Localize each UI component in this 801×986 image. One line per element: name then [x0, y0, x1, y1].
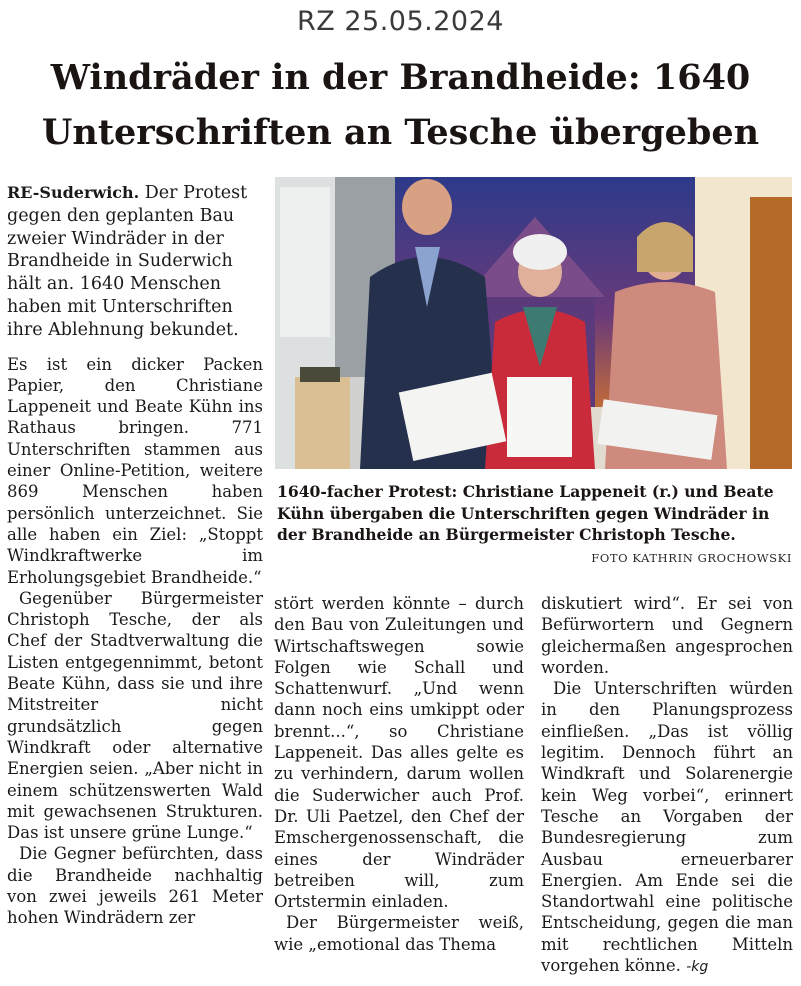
body-text-5: Die Unterschriften würden in den Planungsprozess einfließen. „Das ist völlig legitim. Dennoch führt an Windkraft und Solarenergie kein Weg vorbei“, erinnert Tesche an Vorgaben der Bundesregierung zum Ausbau erneuerbarer Energien. Am Ende sei die Standortwahl eine politische Entscheidung, gegen die man mit rechtlichen Mitteln vorgehen könne. — [541, 679, 793, 976]
body-paragraph — [7, 354, 263, 588]
article-column-2 — [274, 593, 524, 955]
body-paragraph — [7, 843, 263, 928]
body-paragraph — [541, 593, 793, 678]
body-text-1: Es ist ein dicker Packen Papier, den Christiane Lappeneit und Beate Kühn ins Rathaus bringen. 771 Unterschriften stammen aus einer Online-Petition, weitere 869 Menschen haben persönlich unterzeichnet. Sie alle haben ein Ziel: „Stoppt Windkraftwerke im Erholungsgebiet Brandheide.“ — [7, 354, 263, 587]
article-column-1 — [7, 182, 263, 929]
article-column-3 — [541, 593, 793, 978]
body-text-3-start: Die Gegner befürchten, dass die Brandheide nachhaltig von zwei jeweils 261 Meter hohen Windrädern zer — [7, 844, 263, 928]
article-photo — [275, 177, 792, 469]
lead-dateline: RE-Suderwich. — [7, 183, 140, 202]
dateline: RZ 25.05.2024 — [297, 6, 504, 37]
photo-credit: FOTO KATHRIN GROCHOWSKI — [591, 551, 792, 565]
body-paragraph — [274, 912, 524, 955]
headline-line-2: Unterschriften an Tesche übergeben — [41, 112, 760, 153]
lead-text: Der Protest gegen den geplanten Bau zweier Windräder in der Brandheide in Suderwich hält an. 1640 Menschen haben mit Unterschriften ihre Ablehnung bekundet. — [7, 183, 248, 340]
body-text-4-continued: diskutiert wird“. Er sei von Befürwortern und Gegnern gleichermaßen angesprochen worden. — [541, 594, 793, 677]
body-text-2: Gegenüber Bürgermeister Christoph Tesche, der als Chef der Stadtverwaltung die Listen entgegennimmt, betont Beate Kühn, dass sie und ihre Mitstreiter nicht grundsätzlich gegen Windkraft oder alternative Energien seien. „Aber nicht in einem schützenswerten Wald mit gewachsenen Strukturen. Das ist unsere grüne Lunge.“ — [7, 588, 263, 843]
author-signature: -kg — [686, 959, 709, 976]
photo-caption: 1640-facher Protest: Christiane Lappeneit (r.) und Beate Kühn übergaben die Unterschriften gegen Windräder in der Brandheide an Bürgermeister Christoph Tesche. — [277, 482, 774, 544]
headline-line-1: Windräder in der Brandheide: 1640 — [50, 57, 751, 98]
body-text-3-continued: stört werden könnte – durch den Bau von Zuleitungen und Wirtschaftswegen sowie Folgen wie Schall und Schattenwurf. „Und wenn dann noch eins umkippt oder brennt...“, so Christiane Lappeneit. Das alles gelte es zu verhindern, darum wollen die Suderwicher auch Prof. Dr. Uli Paetzel, den Chef der Emschergenossenschaft, die eines der Windräder betreiben will, zum Ortstermin einladen. — [274, 594, 524, 912]
body-paragraph — [541, 678, 793, 978]
lead-paragraph — [7, 182, 263, 342]
body-text-4-start: Der Bürgermeister weiß, wie „emotional das Thema — [274, 913, 524, 954]
headline — [0, 50, 801, 160]
body-paragraph — [274, 593, 524, 912]
body-paragraph — [7, 588, 263, 844]
